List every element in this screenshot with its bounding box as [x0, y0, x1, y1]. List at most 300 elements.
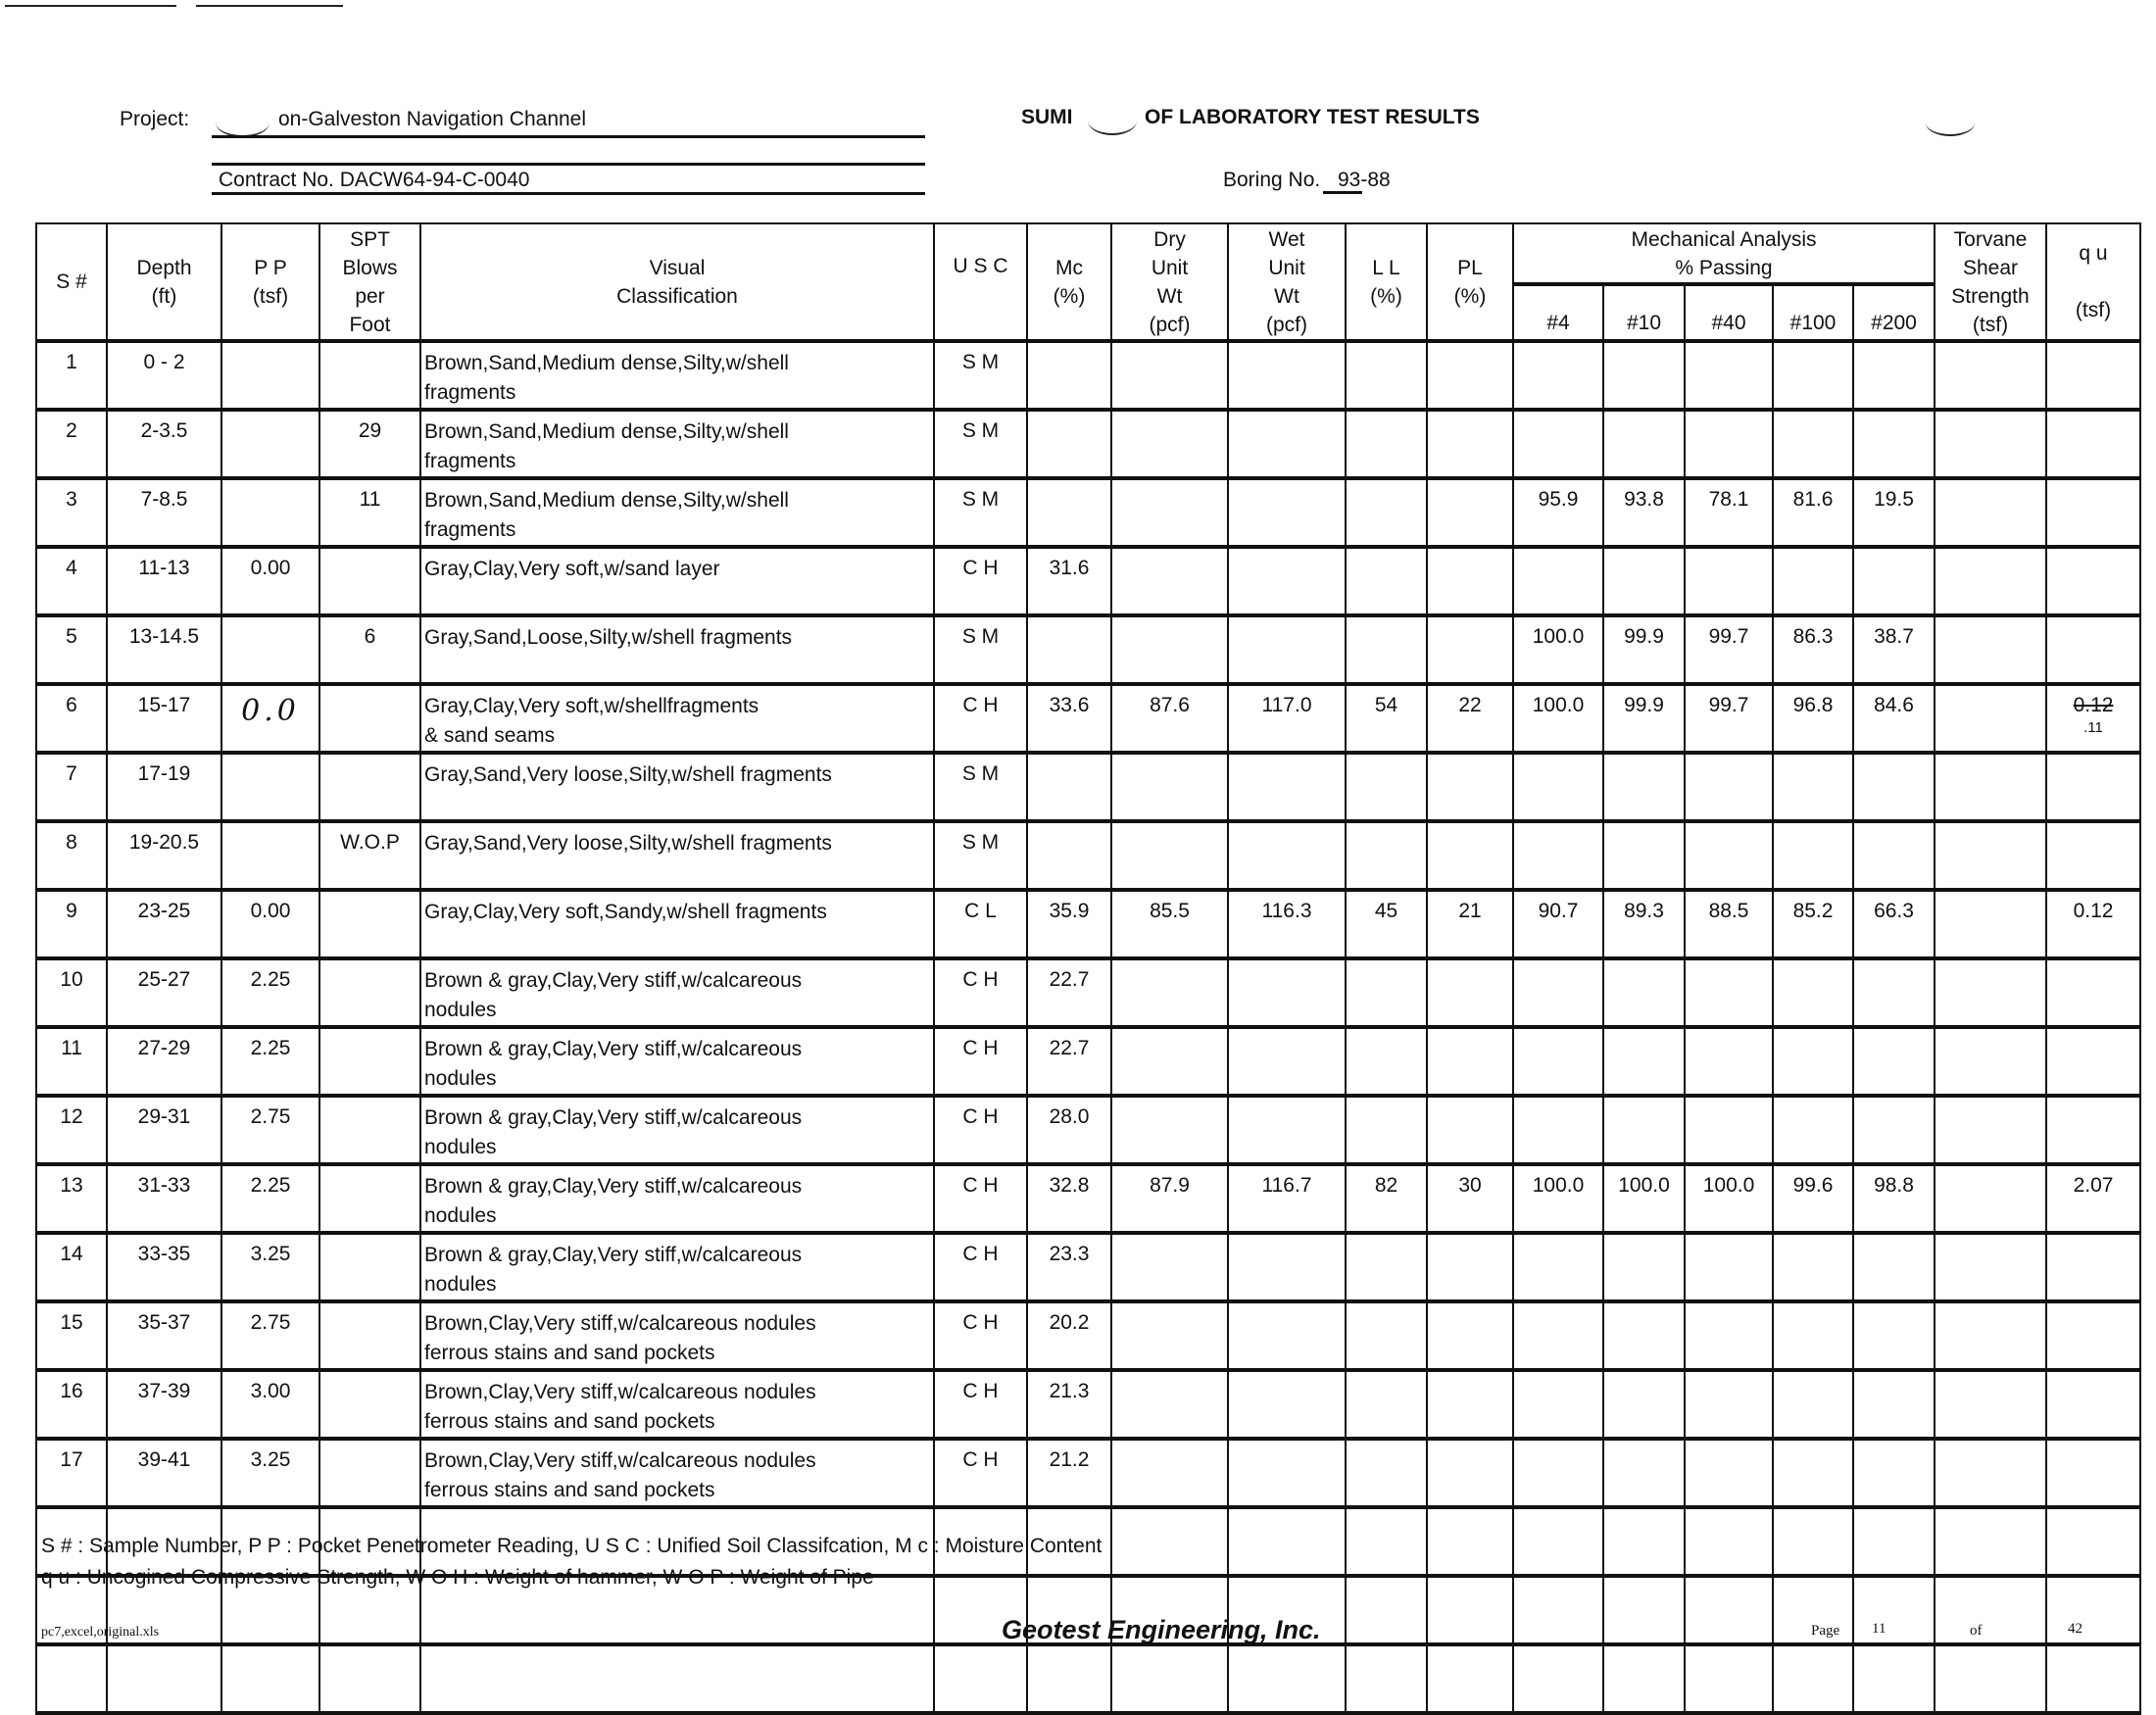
cell-mc [1027, 1301, 1111, 1370]
cell-s [36, 753, 107, 821]
cell-usc [934, 615, 1027, 684]
contract-number: Contract No. DACW64-94-C-0040 [219, 169, 530, 191]
cell-value: 78.1 [1708, 488, 1749, 511]
cell-ll [1346, 341, 1427, 410]
cell-value: 17-19 [137, 762, 191, 785]
cell-visual-classification [420, 1233, 934, 1301]
cell-pl [1427, 410, 1513, 478]
cell-value: 6 [66, 694, 77, 716]
classification-line-1: Gray,Clay,Very soft,Sandy,w/shell fragments [424, 901, 827, 923]
cell-pl [1427, 1301, 1513, 1370]
cell-value: C H [962, 557, 999, 579]
report-title-part2: OF LABORATORY TEST RESULTS [1145, 106, 1480, 128]
cell-pl [1427, 1164, 1513, 1233]
classification-line-2: ferrous stains and sand pockets [424, 1342, 715, 1364]
cell-ll [1346, 753, 1427, 821]
cell-s40 [1685, 958, 1773, 1027]
cell-visual-classification [420, 684, 934, 753]
cell-s [36, 1027, 107, 1096]
cell-torvane [1935, 1507, 2046, 1576]
cell-s200 [1853, 821, 1935, 890]
cell-value: C H [962, 1448, 999, 1471]
cell-s200 [1853, 547, 1935, 615]
boring-label: Boring No. [1223, 169, 1321, 191]
cell-s10 [1603, 1096, 1685, 1164]
scan-artifact-line [196, 5, 343, 7]
cell-dry [1111, 821, 1228, 890]
project-name: on-Galveston Navigation Channel [278, 108, 587, 130]
cell-s4 [1513, 478, 1603, 547]
cell-s100 [1773, 1233, 1853, 1301]
cell-s10 [1603, 1644, 1685, 1713]
boring-number: 93-88 [1338, 169, 1391, 191]
cell-value: 99.6 [1792, 1174, 1834, 1197]
cell-value: 2.25 [250, 1037, 291, 1059]
cell-ll [1346, 1164, 1427, 1233]
cell-wet [1228, 1507, 1346, 1576]
cell-s10 [1603, 478, 1685, 547]
cell-usc [934, 478, 1027, 547]
cell-value: 11 [61, 1037, 82, 1059]
cell-s100 [1773, 1370, 1853, 1439]
cell-wet [1228, 341, 1346, 410]
cell-value: 15-17 [137, 694, 191, 716]
cell-s10 [1603, 1507, 1685, 1576]
cell-value: 117.0 [1261, 694, 1312, 716]
classification-line-1: Brown & gray,Clay,Very stiff,w/calcareous [424, 1244, 803, 1266]
cell-dry [1111, 1027, 1228, 1096]
cell-s100 [1773, 684, 1853, 753]
cell-value: 19-20.5 [128, 831, 200, 854]
cell-pp [221, 1027, 319, 1096]
col-header-wet-unit-wt: Wet Unit Wt (pcf) [1228, 223, 1346, 341]
cell-value: 23-25 [137, 900, 191, 922]
cell-visual-classification [420, 1027, 934, 1096]
cell-mc [1027, 753, 1111, 821]
company-name: Geotest Engineering, Inc. [1002, 1615, 1321, 1644]
cell-value: 2.75 [250, 1311, 291, 1334]
cell-s4 [1513, 1301, 1603, 1370]
cell-value: 54 [1374, 694, 1398, 716]
cell-s100 [1773, 1507, 1853, 1576]
cell-s200 [1853, 684, 1935, 753]
cell-s [36, 890, 107, 958]
cell-wet [1228, 1370, 1346, 1439]
cell-pl [1427, 1576, 1513, 1644]
cell-pl [1427, 1027, 1513, 1096]
cell-s40 [1685, 1164, 1773, 1233]
table-row [36, 753, 2140, 821]
cell-value: 100.0 [1702, 1174, 1755, 1197]
cell-value: 99.7 [1708, 694, 1749, 716]
cell-value: 29-31 [137, 1105, 191, 1128]
table-row [36, 547, 2140, 615]
cell-spt [319, 615, 420, 684]
cell-value: C H [962, 1174, 999, 1197]
table-row [36, 1096, 2140, 1164]
cell-dry [1111, 1507, 1228, 1576]
cell-s40 [1685, 1370, 1773, 1439]
cell-value: 82 [1374, 1174, 1398, 1197]
cell-torvane [1935, 753, 2046, 821]
cell-s [36, 1439, 107, 1507]
classification-line-1: Gray,Sand,Loose,Silty,w/shell fragments [424, 626, 793, 649]
cell-value: 89.3 [1624, 900, 1664, 922]
cell-value: 17 [60, 1448, 83, 1471]
cell-pp [221, 890, 319, 958]
table-row [36, 1439, 2140, 1507]
scan-artifact-line [5, 5, 176, 7]
cell-mc [1027, 1233, 1111, 1301]
cell-s100 [1773, 547, 1853, 615]
cell-value: 25-27 [137, 968, 191, 991]
cell-qu [2046, 1233, 2140, 1301]
cell-pl [1427, 1644, 1513, 1713]
cell-value: 93.8 [1624, 488, 1664, 511]
cell-qu [2046, 1370, 2140, 1439]
cell-value: 2-3.5 [140, 419, 188, 442]
cell-qu [2046, 753, 2140, 821]
classification-line-2: & sand seams [424, 724, 556, 747]
cell-s10 [1603, 958, 1685, 1027]
cell-visual-classification [420, 1370, 934, 1439]
classification-line-2: nodules [424, 1204, 497, 1227]
cell-wet [1228, 615, 1346, 684]
cell-s200 [1853, 1370, 1935, 1439]
cell-s100 [1773, 1439, 1853, 1507]
cell-visual-classification [420, 478, 934, 547]
table-row [36, 341, 2140, 410]
page-label: Page [1811, 1623, 1840, 1639]
cell-value: 3.00 [250, 1380, 291, 1402]
cell-s200 [1853, 1027, 1935, 1096]
cell-depth [107, 753, 221, 821]
cell-ll [1346, 1096, 1427, 1164]
cell-pp [221, 1233, 319, 1301]
cell-value: 85.5 [1150, 900, 1190, 922]
classification-line-1: Brown & gray,Clay,Very stiff,w/calcareous [424, 1038, 803, 1060]
cell-pl [1427, 1233, 1513, 1301]
classification-line-2: fragments [424, 518, 516, 541]
cell-value: 81.6 [1792, 488, 1834, 511]
cell-s [36, 410, 107, 478]
cell-depth [107, 1301, 221, 1370]
cell-mc [1027, 684, 1111, 753]
cell-qu [2046, 410, 2140, 478]
cell-torvane [1935, 1576, 2046, 1644]
cell-pp [221, 615, 319, 684]
cell-s [36, 341, 107, 410]
cell-torvane [1935, 1439, 2046, 1507]
cell-ll [1346, 1370, 1427, 1439]
cell-wet [1228, 821, 1346, 890]
cell-value: 99.9 [1624, 625, 1664, 648]
cell-spt [319, 684, 420, 753]
cell-value: 22 [1458, 694, 1482, 716]
cell-value: 19.5 [1874, 488, 1914, 511]
of-label: of [1970, 1623, 1983, 1639]
cell-qu [2046, 1644, 2140, 1713]
cell-pl [1427, 1370, 1513, 1439]
cell-s10 [1603, 1370, 1685, 1439]
legend [41, 1531, 1102, 1593]
cell-pp [221, 1439, 319, 1507]
cell-s4 [1513, 1507, 1603, 1576]
cell-value: 21.3 [1049, 1380, 1090, 1402]
cell-s [36, 821, 107, 890]
cell-spt [319, 410, 420, 478]
cell-s4 [1513, 1233, 1603, 1301]
classification-line-2: ferrous stains and sand pockets [424, 1410, 715, 1433]
cell-torvane [1935, 1233, 2046, 1301]
cell-spt [319, 1644, 420, 1713]
cell-usc [934, 821, 1027, 890]
col-header-pl: PL (%) [1427, 223, 1513, 341]
cell-value: 100.0 [1532, 625, 1585, 648]
cell-s40 [1685, 890, 1773, 958]
cell-value: 28.0 [1049, 1105, 1090, 1128]
cell-value: 30 [1458, 1174, 1482, 1197]
cell-visual-classification [420, 547, 934, 615]
cell-usc [934, 1164, 1027, 1233]
contract-overline [212, 163, 925, 166]
cell-s4 [1513, 1439, 1603, 1507]
cell-torvane [1935, 1370, 2046, 1439]
cell-pp [221, 684, 319, 753]
cell-torvane [1935, 890, 2046, 958]
cell-s [36, 1301, 107, 1370]
cell-s100 [1773, 341, 1853, 410]
col-header-depth: Depth (ft) [107, 223, 221, 341]
cell-pl [1427, 821, 1513, 890]
cell-torvane [1935, 1164, 2046, 1233]
cell-visual-classification [420, 1164, 934, 1233]
cell-s200 [1853, 890, 1935, 958]
cell-value: 7 [66, 762, 77, 785]
cell-ll [1346, 1644, 1427, 1713]
cell-dry [1111, 1439, 1228, 1507]
cell-wet [1228, 1233, 1346, 1301]
cell-s40 [1685, 341, 1773, 410]
cell-s4 [1513, 1370, 1603, 1439]
cell-value: 27-29 [137, 1037, 191, 1059]
cell-s100 [1773, 958, 1853, 1027]
cell-wet [1228, 958, 1346, 1027]
cell-pp [221, 1164, 319, 1233]
classification-line-2: fragments [424, 450, 516, 472]
classification-line-2: nodules [424, 999, 497, 1021]
cell-pp [221, 1644, 319, 1713]
classification-line-1: Brown,Clay,Very stiff,w/calcareous nodules [424, 1312, 816, 1335]
cell-value: 32.8 [1049, 1174, 1090, 1197]
cell-s10 [1603, 615, 1685, 684]
col-header-ll: L L (%) [1346, 223, 1427, 341]
cell-s40 [1685, 615, 1773, 684]
cell-usc [934, 1027, 1027, 1096]
cell-mc [1027, 1164, 1111, 1233]
cell-spt [319, 958, 420, 1027]
cell-dry [1111, 1301, 1228, 1370]
cell-usc [934, 1233, 1027, 1301]
cell-s10 [1603, 1233, 1685, 1301]
cell-s4 [1513, 1096, 1603, 1164]
cell-value: 33-35 [137, 1243, 191, 1265]
cell-value: 3.25 [250, 1243, 291, 1265]
table-row [36, 1233, 2140, 1301]
cell-s10 [1603, 1576, 1685, 1644]
cell-spt [319, 1233, 420, 1301]
cell-wet [1228, 478, 1346, 547]
cell-value: 2 [66, 419, 77, 442]
cell-value: 99.7 [1708, 625, 1749, 648]
cell-value: 87.9 [1150, 1174, 1190, 1197]
cell-s200 [1853, 478, 1935, 547]
col-header-mechanical-analysis: Mechanical Analysis % Passing [1513, 223, 1935, 284]
cell-s40 [1685, 1027, 1773, 1096]
cell-qu [2046, 1027, 2140, 1096]
cell-torvane [1935, 1301, 2046, 1370]
cell-value: S M [961, 831, 1000, 854]
cell-value: S M [961, 351, 1000, 373]
cell-wet [1228, 1096, 1346, 1164]
cell-s40 [1685, 753, 1773, 821]
cell-s200 [1853, 1233, 1935, 1301]
cell-value: C H [962, 1105, 999, 1128]
cell-depth [107, 684, 221, 753]
cell-depth [107, 410, 221, 478]
cell-value: 21 [1458, 900, 1482, 922]
cell-mc [1027, 1644, 1111, 1713]
cell-usc [934, 1370, 1027, 1439]
cell-depth [107, 890, 221, 958]
classification-line-2: ferrous stains and sand pockets [424, 1479, 715, 1501]
cell-wet [1228, 1644, 1346, 1713]
handwritten-value: 0.0 [241, 694, 300, 728]
cell-visual-classification [420, 1096, 934, 1164]
cell-depth [107, 1439, 221, 1507]
cell-torvane [1935, 615, 2046, 684]
cell-s40 [1685, 1233, 1773, 1301]
cell-s200 [1853, 1507, 1935, 1576]
cell-value: 100.0 [1532, 1174, 1585, 1197]
page-total: 42 [2068, 1621, 2082, 1637]
cell-value: 22.7 [1049, 968, 1090, 991]
cell-ll [1346, 1027, 1427, 1096]
cell-mc [1027, 958, 1111, 1027]
col-header-qu: q u (tsf) [2046, 223, 2140, 341]
cell-ll [1346, 1576, 1427, 1644]
lab-results-body [36, 341, 2140, 1713]
classification-line-2: nodules [424, 1067, 497, 1090]
cell-depth [107, 1027, 221, 1096]
cell-mc [1027, 1439, 1111, 1507]
cell-value: 99.9 [1624, 694, 1664, 716]
cell-s40 [1685, 1096, 1773, 1164]
cell-usc [934, 684, 1027, 753]
cell-visual-classification [420, 341, 934, 410]
lab-results-table [35, 222, 2141, 1715]
cell-s4 [1513, 1644, 1603, 1713]
handwritten-correction: .11 [2083, 719, 2103, 736]
cell-value: 100.0 [1618, 1174, 1670, 1197]
cell-s [36, 1164, 107, 1233]
col-header-s-num: S # [36, 223, 107, 341]
cell-dry [1111, 1370, 1228, 1439]
contract-underline [212, 192, 925, 195]
cell-s10 [1603, 1439, 1685, 1507]
cell-s10 [1603, 753, 1685, 821]
cell-value: 86.3 [1792, 625, 1834, 648]
cell-value: 37-39 [137, 1380, 191, 1402]
cell-spt [319, 1370, 420, 1439]
cell-usc [934, 890, 1027, 958]
cell-s4 [1513, 615, 1603, 684]
cell-s100 [1773, 1164, 1853, 1233]
cell-s10 [1603, 547, 1685, 615]
classification-line-1: Brown,Sand,Medium dense,Silty,w/shell [424, 489, 789, 512]
cell-value: W.O.P [340, 831, 400, 854]
cell-spt [319, 478, 420, 547]
cell-visual-classification [420, 1644, 934, 1713]
cell-qu [2046, 958, 2140, 1027]
cell-s200 [1853, 1301, 1935, 1370]
classification-line-1: Brown & gray,Clay,Very stiff,w/calcareous [424, 1106, 803, 1129]
cell-ll [1346, 1301, 1427, 1370]
table-row [36, 821, 2140, 890]
cell-s10 [1603, 821, 1685, 890]
col-header-mc: Mc (%) [1027, 223, 1111, 341]
legend-line-2: q u : Uncogined Compressive Strength, W O H : Weight of hammer, W O P : Weight of Pipe [41, 1566, 874, 1589]
cell-qu [2046, 1576, 2140, 1644]
cell-wet [1228, 1301, 1346, 1370]
cell-s200 [1853, 410, 1935, 478]
cell-spt [319, 1164, 420, 1233]
cell-depth [107, 1644, 221, 1713]
cell-pp [221, 547, 319, 615]
cell-qu [2046, 341, 2140, 410]
cell-value: 3 [66, 488, 77, 511]
cell-s100 [1773, 753, 1853, 821]
cell-value: 5 [66, 625, 77, 648]
cell-ll [1346, 890, 1427, 958]
cell-value: 14 [60, 1243, 83, 1265]
classification-line-1: Brown & gray,Clay,Very stiff,w/calcareous [424, 1175, 803, 1198]
cell-usc [934, 753, 1027, 821]
cell-mc [1027, 615, 1111, 684]
cell-visual-classification [420, 821, 934, 890]
project-underline [212, 135, 925, 138]
cell-usc [934, 341, 1027, 410]
cell-visual-classification [420, 890, 934, 958]
cell-wet [1228, 684, 1346, 753]
cell-mc [1027, 341, 1111, 410]
cell-value: 45 [1374, 900, 1398, 922]
cell-mc [1027, 410, 1111, 478]
cell-s200 [1853, 615, 1935, 684]
col-header-sieve-200: #200 [1853, 284, 1935, 341]
cell-s40 [1685, 1644, 1773, 1713]
cell-qu [2046, 684, 2140, 753]
cell-value: 38.7 [1874, 625, 1914, 648]
cell-depth [107, 958, 221, 1027]
cell-dry [1111, 1233, 1228, 1301]
cell-wet [1228, 1164, 1346, 1233]
cell-s4 [1513, 753, 1603, 821]
project-label: Project: [120, 108, 190, 130]
cell-value: 11 [359, 488, 381, 511]
cell-mc [1027, 1027, 1111, 1096]
cell-dry [1111, 1096, 1228, 1164]
